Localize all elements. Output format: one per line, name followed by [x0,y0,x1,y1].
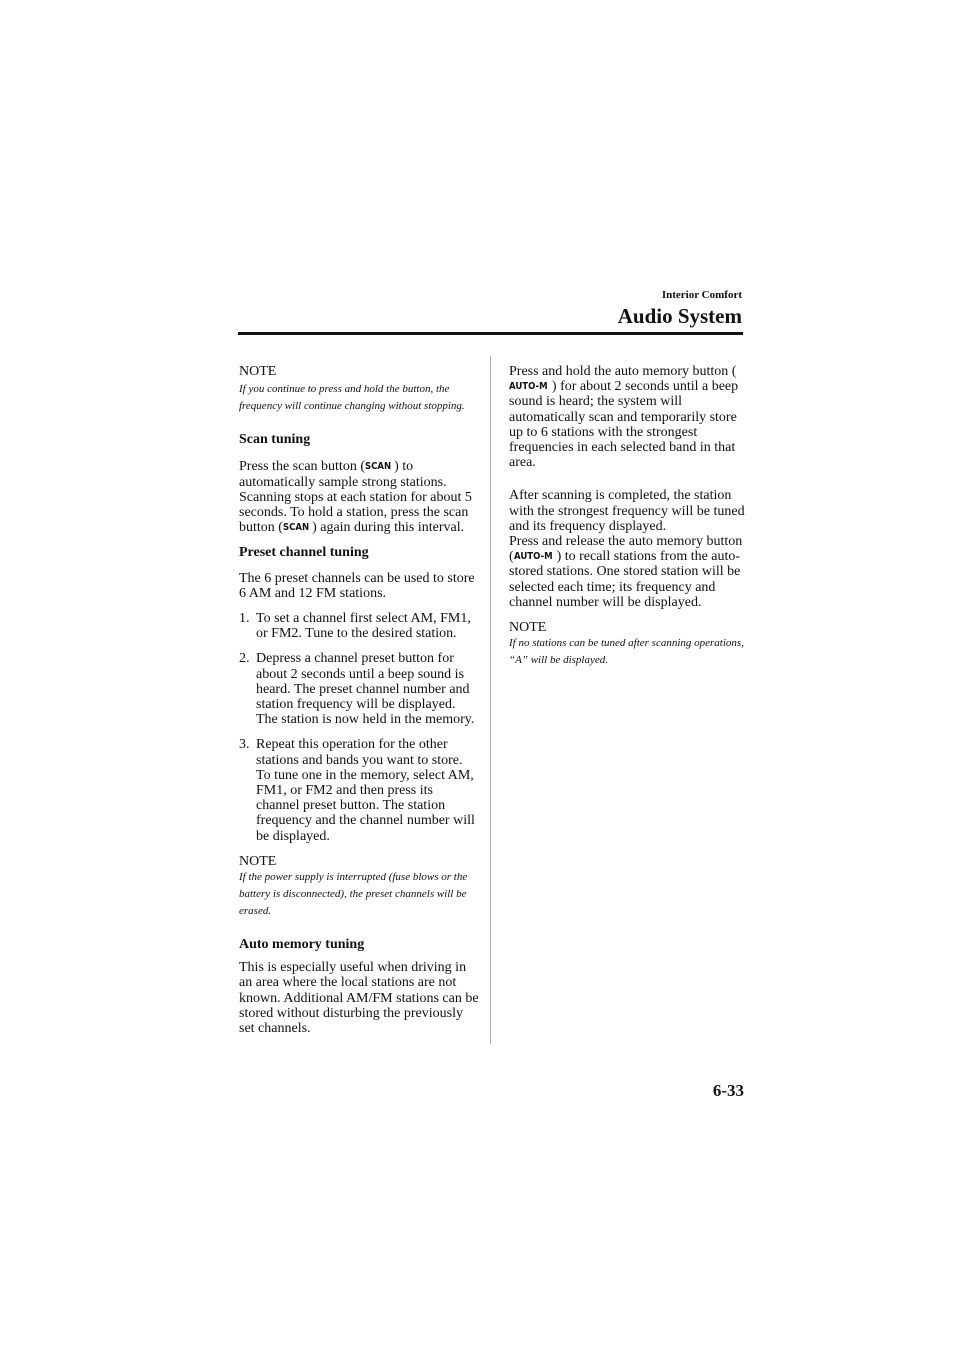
auto-memory-heading: Auto memory tuning [239,937,365,953]
preset-intro: The 6 preset channels can be used to store 6 AM and 12 FM stations. [239,570,475,601]
preset-tuning-heading: Preset channel tuning [239,545,369,561]
note-text: If you continue to press and hold the button, the frequency will continue changing without stopping. [239,383,465,413]
column-divider [490,356,491,1044]
page-number: 6-33 [712,1081,744,1100]
note-text: If no stations can be tuned after scanning operations, “A” will be displayed. [509,637,744,667]
scan-tuning-heading: Scan tuning [239,432,311,448]
list-item: 3. Repeat this operation for the other stations and bands you want to store. To tune one in the memory, select AM, FM1, or FM2 and then press its channel preset button. The station frequency and the channel number will be displayed. [239,737,475,844]
list-item: 2. Depress a channel preset button for about 2 seconds until a beep sound is heard. The preset channel number and station frequency will be displayed. The station is now held in the memory. [239,651,475,728]
after-scan-paragraph: After scanning is completed, the station with the strongest frequency will be tuned and its frequency displayed. [509,488,745,534]
note-heading: NOTE [509,620,547,636]
right-column [509,364,747,669]
auto-m-key-icon: AUTO-M [513,551,553,563]
auto-m-key-icon: AUTO-M [509,381,548,393]
auto-memory-paragraph: This is especially useful when driving in an area where the local stations are not known. Additional AM/FM stations can be stored without disturbing the previously set channels. [239,960,479,1037]
note-text: If the power supply is interrupted (fuse blows or the battery is disconnected), the preset channels will be erased. [239,871,468,918]
auto-memory-paragraph: Press and hold the auto memory button (AUTO-M ) for about 2 seconds until a beep sound is heard; the system will automatically scan and temporarily store up to 6 stations with the strongest frequencies in each selected band in that area. [509,364,739,471]
note-heading: NOTE [239,364,277,379]
list-item: 1. To set a channel first select AM, FM1, or FM2. Tune to the desired station. [239,611,471,642]
scan-tuning-paragraph: Press the scan button (SCAN ) to automatically sample strong stations. Scanning stops at each station for about 5 seconds. To hold a station, press the scan button (SCAN ) again during this interval. [239,459,472,536]
chapter-label: Interior Comfort [661,289,742,301]
note-heading: NOTE [239,853,277,869]
left-column [239,364,479,1036]
page-header [618,288,742,329]
scan-key-icon: SCAN [282,522,310,534]
recall-paragraph: Press and release the auto memory button (AUTO-M ) to recall stations from the auto-stored stations. One stored station will be selected each time; its frequency and channel number will be displayed. [509,534,743,610]
section-title: Audio System [617,304,742,328]
header-rule [238,332,743,335]
scan-key-icon: SCAN [364,461,392,473]
